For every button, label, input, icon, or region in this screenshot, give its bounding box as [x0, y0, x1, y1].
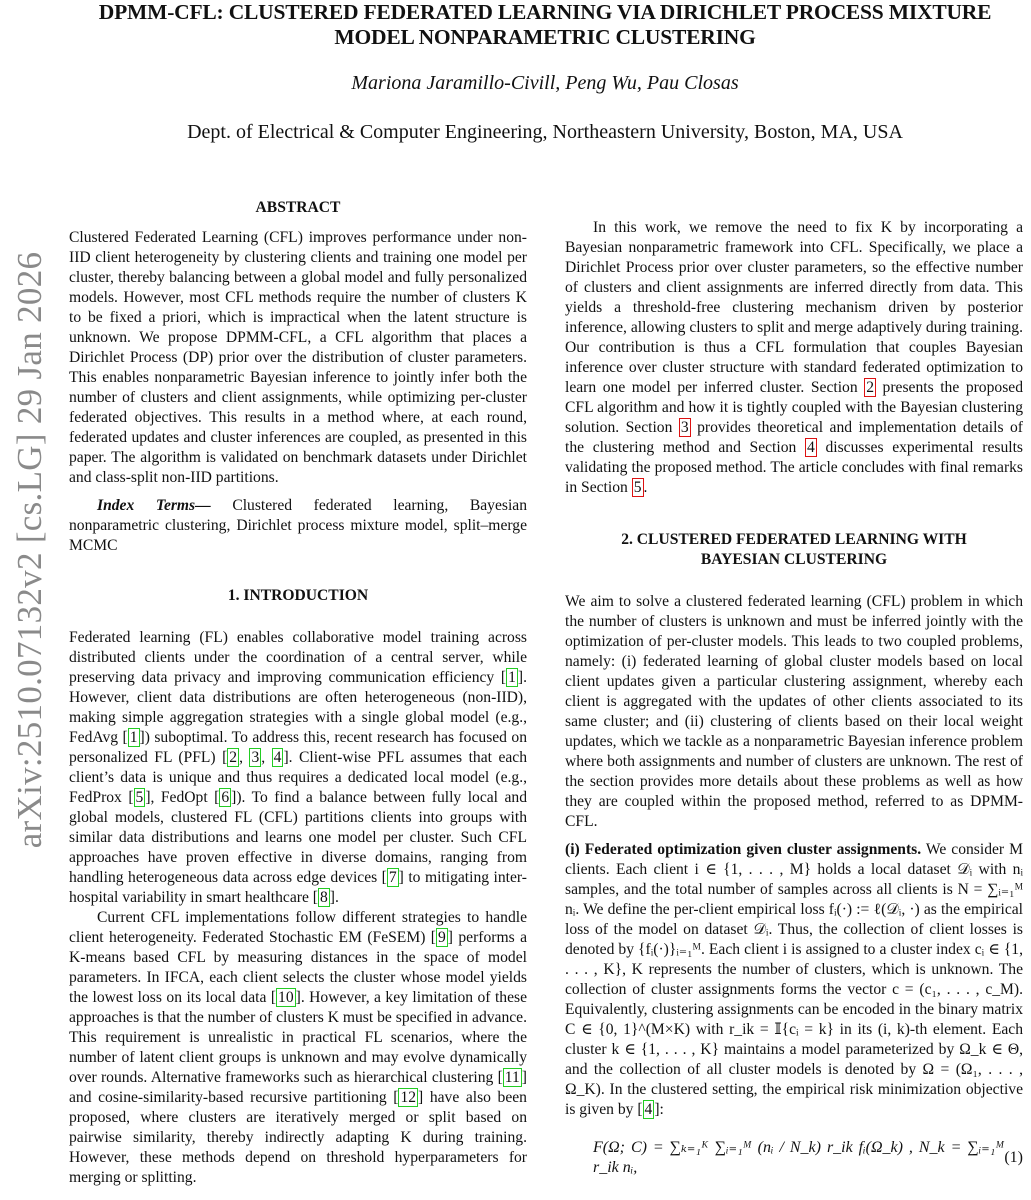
left-column	[69, 198, 527, 1188]
citation-link[interactable]: 4	[644, 1101, 653, 1118]
citation-link[interactable]: 4	[273, 749, 282, 766]
authors: Mariona Jaramillo-Civill, Peng Wu, Pau Closas	[351, 72, 739, 94]
citation-link[interactable]: 7	[388, 869, 397, 886]
citation-link[interactable]: 5	[135, 789, 144, 806]
equation-number: (1)	[1004, 1149, 1023, 1166]
section-link[interactable]: 3	[680, 419, 689, 436]
title-line-1: DPMM-CFL: CLUSTERED FEDERATED LEARNING VIA DIRICHLET PROCESS MIXTURE	[98, 0, 992, 24]
citation-link[interactable]: 12	[400, 1089, 417, 1106]
abstract-heading: ABSTRACT	[255, 199, 341, 216]
intro-heading: 1. INTRODUCTION	[227, 587, 369, 604]
equation-1	[565, 1138, 1023, 1178]
affiliation: Dept. of Electrical & Computer Engineering, Northeastern University, Boston, MA, USA	[187, 121, 903, 143]
subsection-title: (i) Federated optimization given cluster assignments.	[565, 841, 922, 858]
title-line-2: MODEL NONPARAMETRIC CLUSTERING	[334, 25, 756, 49]
section-link[interactable]: 2	[866, 379, 874, 396]
citation-link[interactable]: 9	[437, 929, 446, 946]
citation-link[interactable]: 1	[129, 729, 138, 746]
citation-link[interactable]: 3	[251, 749, 260, 766]
arxiv-stamp	[2, 200, 58, 900]
citation-link[interactable]: 11	[504, 1069, 520, 1086]
citation-link[interactable]: 10	[278, 989, 294, 1006]
abstract-text: Clustered Federated Learning (CFL) improves performance under non-IID client heterogeneity by clustering clients and training one model per cluster, thereby balancing between a global model and fully personalized models. However, most CFL methods require the number of clusters K to be fixed a priori, which is impractical when the latent structure is unknown. We propose DPMM-CFL, a CFL algorithm that places a Dirichlet Process (DP) prior over the distribution of cluster parameters. This enables nonparametric Bayesian inference to jointly infer both the number of clusters and client assignments, while optimizing per-cluster federated objectives. This results in a method where, at each round, federated updates and cluster inferences are coupled, as presented in this paper. The algorithm is validated on benchmark datasets under Dirichlet and class-split non-IID partitions.	[69, 229, 527, 486]
intro-paragraph-2: Current CFL implementations follow different strategies to handle client heterogeneity. Federated Stochastic EM (FeSEM) [ 9 ] performs a K-means based CFL by measuring distances in the space of model parameters. In IFCA, each client selects the cluster whose model yields the lowest loss on its local data [ 10 ]. However, a key limitation of these approaches is that the number of clusters K must be specified in advance. This requirement is unrealistic in practical FL scenarios, where the number of latent client groups is unknown and may evolve dynamically over rounds. Alternative frameworks such as hierarchical clustering [ 11 ] and cosine-similarity-based recursive partitioning [ 12 ] have also been proposed, where clusters are iteratively merged or split based on pairwise similarity, thereby indirectly adapting K during training. However, these methods depend on threshold hyperparameters for merging or splitting.	[69, 909, 527, 1186]
intro-paragraph-3: In this work, we remove the need to fix K by incorporating a Bayesian nonparametric framework into CFL. Specifically, we place a Dirichlet Process prior over cluster parameters, so the effective number of clusters and client assignments are inferred directly from data. This yields a threshold-free clustering mechanism driven by posterior inference, allowing clusters to split and merge adaptively during training. Our contribution is thus a CFL formulation that couples Bayesian inference over cluster structure with standard federated optimization to learn one model per inferred cluster. Section 2 presents the proposed CFL algorithm and how it is tightly coupled with the Bayesian clustering solution. Section 3 provides theoretical and implementation details of the clustering method and Section 4 discusses experimental results validating the proposed method. The article concludes with final remarks in Section 5 .	[565, 219, 1023, 496]
index-terms-text: Clustered federated learning, Bayesian nonparametric clustering, Dirichlet process mixture model, split–merge MCMC	[69, 497, 527, 554]
section-2-heading: 2. CLUSTERED FEDERATED LEARNING WITH BAYESIAN CLUSTERING	[621, 531, 967, 568]
section-2-paragraph-1: We aim to solve a clustered federated learning (CFL) problem in which the number of clusters is unknown and must be inferred jointly with the optimization of per-cluster models. This leads to two coupled problems, namely: (i) federated learning of global cluster models based on local client updates given a particular clustering assignment, whereby each client is aggregated with the updates of other clients associated to its same cluster; and (ii) clustering of clients based on their local weight updates, which we tackle as a nonparametric Bayesian inference problem where both assignments and number of clusters are unknown. The rest of the section provides more details about these problems as well as how they are coupled within the proposed method, referred to as DPMM-CFL.	[565, 593, 1023, 830]
arxiv-stamp-text: arXiv:2510.07132v2 [cs.LG] 29 Jan 2026	[10, 251, 49, 849]
right-column	[565, 198, 1023, 1178]
citation-link[interactable]: 8	[319, 889, 328, 906]
section-link[interactable]: 4	[807, 439, 815, 456]
index-terms-label: Index Terms—	[97, 497, 211, 514]
citation-link[interactable]: 6	[221, 789, 230, 806]
intro-paragraph-1: Federated learning (FL) enables collaborative model training across distributed clients under the coordination of a central server, while preserving data privacy and improving communication efficiency [ 1 ]. However, client data distributions are often heterogeneous (non-IID), making simple aggregation strategies with a single global model (e.g., FedAvg [ 1 ]) suboptimal. To address this, recent research has focused on personalized FL (PFL) [ 2 , 3 , 4 ]. Client-wise PFL assumes that each client’s data is unique and thus requires a dedicated local model (e.g., FedProx [ 5 ], FedOpt [ 6 ]). To find a balance between fully local and global models, clustered FL (CFL) partitions clients into groups with similar data distributions and learns one model per cluster. Such CFL approaches have proven effective in diverse domains, ranging from handling heterogeneous data across edge devices [ 7 ] to mitigating inter-hospital variability in smart healthcare [ 8 ].	[69, 629, 528, 906]
citation-link[interactable]: 1	[508, 669, 516, 686]
section-link[interactable]: 5	[633, 479, 642, 496]
index-terms	[69, 496, 527, 556]
equation-body: F(Ω; C) = ∑ₖ₌₁ᴷ ∑ᵢ₌₁ᴹ (nᵢ / N_k) r_ik fᵢ(Ω_k) , N_k = ∑ᵢ₌₁ᴹ r_ik nᵢ,	[593, 1139, 1005, 1176]
section-2-paragraph-2: (i) Federated optimization given cluster assignments. We consider M clients. Each client i ∈ {1, . . . , M} holds a local dataset 𝒟ᵢ with nᵢ samples, and the total number of samples across all clients is N = ∑ᵢ₌₁ᴹ nᵢ. We define the per-client empirical loss fᵢ(·) := ℓ(𝒟ᵢ, ·) as the empirical loss of the model on dataset 𝒟ᵢ. Thus, the collection of client losses is denoted by {fᵢ(·)}ᵢ₌₁ᴹ. Each client i is assigned to a cluster index cᵢ ∈ {1, . . . , K}, K represents the number of clusters, which is unknown. The collection of cluster assignments forms the vector c = (c₁, . . . , c_M). Equivalently, clustering assignments can be encoded in the binary matrix C ∈ {0, 1}^(M×K) with r_ik = 𝕀{cᵢ = k} in its (i, k)-th element. Each cluster k ∈ {1, . . . , K} maintains a model parameterized by Ω_k ∈ Θ, and the collection of all cluster models is denoted by Ω = (Ω₁, . . . , Ω_K). In the clustered setting, the empirical risk minimization objective is given by [ 4 ]:	[565, 841, 1023, 1118]
paper-title	[60, 0, 1030, 50]
citation-link[interactable]: 2	[229, 749, 238, 766]
